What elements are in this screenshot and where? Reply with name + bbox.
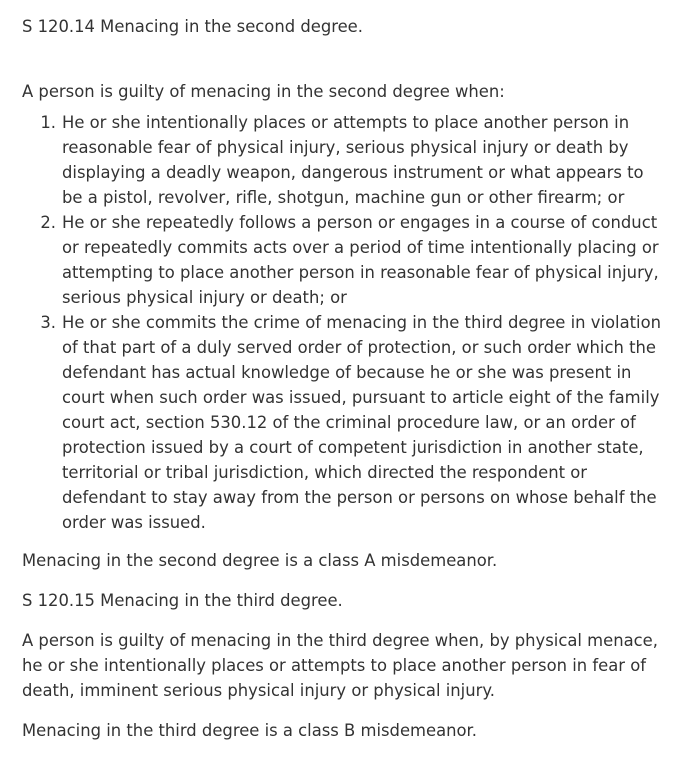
list-item-text: He or she repeatedly follows a person or engages in a course of conduct or repeatedly commits acts over a period of time intentionally placing or attempting to place another person in reasonable fear of physical injury, serious physical injury or death; or <box>62 213 659 307</box>
section-120-14-title: S 120.14 Menacing in the second degree. <box>22 17 363 36</box>
list-item-number: 2. <box>40 213 56 232</box>
list-item-text: He or she intentionally places or attempts to place another person in reasonable fear of physical injury, serious physical injury or death by displaying a deadly weapon, dangerous instrument or what appears to be a pistol, revolver, rifle, shotgun, machine gun or other firearm; or <box>62 113 644 207</box>
section-120-14-classification: Menacing in the second degree is a class A misdemeanor. <box>22 551 498 570</box>
list-item-number: 1. <box>40 113 56 132</box>
list-item <box>22 110 662 210</box>
section-120-14-intro: A person is guilty of menacing in the second degree when: <box>22 82 505 101</box>
section-120-15-classification: Menacing in the third degree is a class B misdemeanor. <box>22 721 477 740</box>
section-120-15-title: S 120.15 Menacing in the third degree. <box>22 591 343 610</box>
list-item-text: He or she commits the crime of menacing in the third degree in violation of that part of a duly served order of protection, or such order which the defendant has actual knowledge of because he or she was present in court when such order was issued, pursuant to article eight of the family court act, section 530.12 of the criminal procedure law, or an order of protection issued by a court of competent jurisdiction in another state, territorial or tribal jurisdiction, which directed the respondent or defendant to stay away from the person or persons on whose behalf the order was issued. <box>62 313 662 532</box>
section-120-15-text: A person is guilty of menacing in the third degree when, by physical menace, he or she intentionally places or attempts to place another person in fear of death, imminent serious physical injury or physical injury. <box>22 631 658 700</box>
list-item <box>22 310 662 535</box>
section-120-14-elements-list <box>22 110 662 535</box>
list-item <box>22 210 662 310</box>
statute-text <box>22 14 662 743</box>
list-item-number: 3. <box>40 313 56 332</box>
